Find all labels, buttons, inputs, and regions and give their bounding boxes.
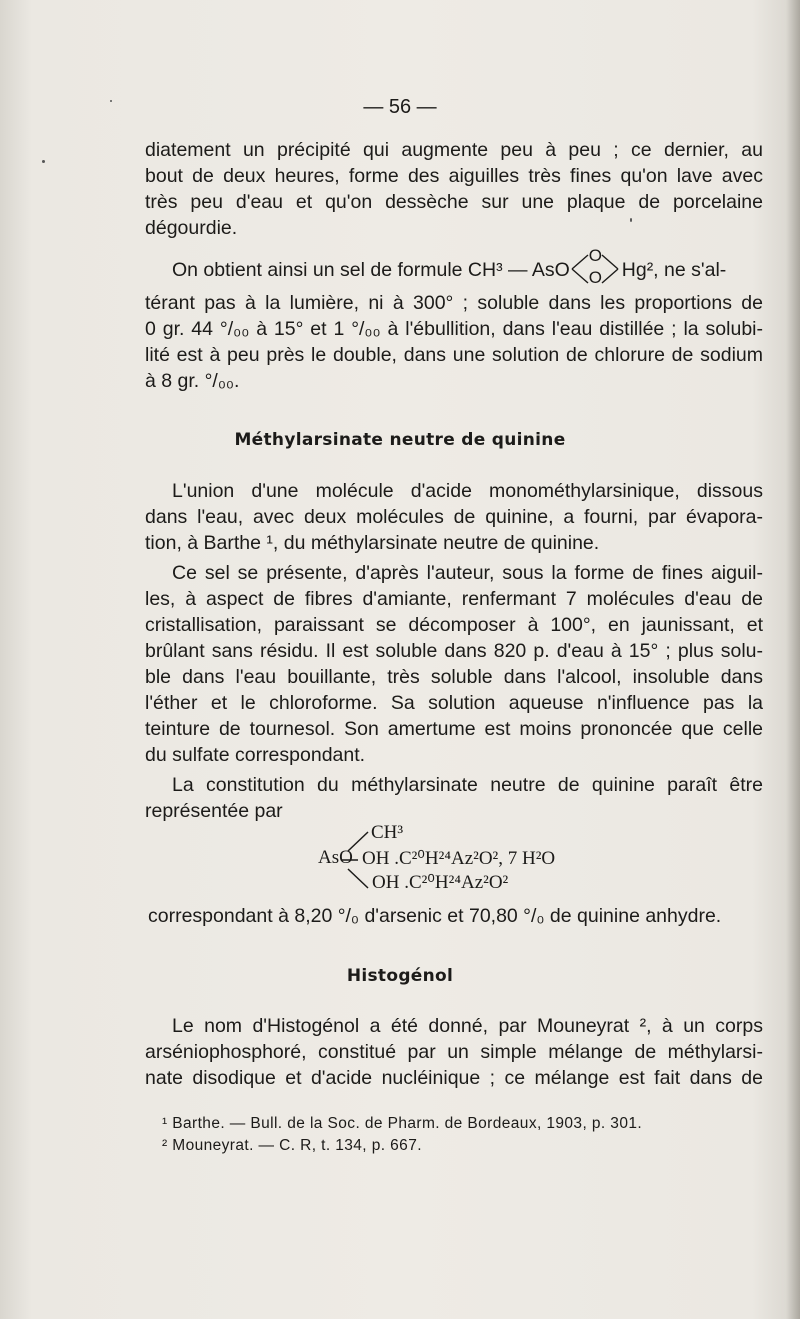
paragraph-line: les, à aspect de fibres d'amiante, renfermant 7 molécules d'eau de [145, 588, 763, 610]
paragraph-line: lité est à peu près le double, dans une solution de chlorure de sodium [145, 344, 763, 366]
paragraph-line: dans l'eau, avec deux molécules de quinine, a fourni, par évapora- [145, 506, 763, 528]
formula-bottom-group: OH .C²⁰H²⁴Az²O² [372, 872, 509, 893]
paragraph-line: représentée par [145, 800, 283, 822]
formula-text-after: Hg², ne s'al- [621, 259, 727, 281]
page-number: — 56 — [363, 96, 437, 118]
paragraph-line: à 8 gr. °/₀₀. [145, 370, 240, 392]
paragraph-line: La constitution du méthylarsinate neutre de quinine paraît être [172, 774, 763, 796]
paragraph-line: du sulfate correspondant. [145, 744, 366, 766]
paragraph-line: nate disodique et d'acide nucléinique ; ce mélange est fait dans de [145, 1067, 763, 1089]
ring-formula [570, 246, 622, 287]
paragraph-line: brûlant sans résidu. Il est soluble dans 820 p. d'eau à 15° ; plus solu- [145, 640, 763, 662]
formula-text-before: On obtient ainsi un sel de formule CH³ — AsO [172, 259, 570, 281]
paragraph-line: Ce sel se présente, d'après l'auteur, sous la forme de fines aiguil- [172, 562, 763, 584]
paragraph-line: 0 gr. 44 °/₀₀ à 15° et 1 °/₀₀ à l'ébullition, dans l'eau distillée ; la solubi- [145, 318, 763, 340]
ring-oxygen-top: O [588, 246, 602, 265]
paragraph-line: térant pas à la lumière, ni à 300° ; soluble dans les proportions de [145, 292, 763, 314]
scan-speck [630, 218, 632, 222]
paragraph-line: tion, à Barthe ¹, du méthylarsinate neutre de quinine. [145, 532, 600, 554]
paragraph-line: correspondant à 8,20 °/₀ d'arsenic et 70,80 °/₀ de quinine anhydre. [148, 905, 722, 927]
formula-center-atom: AsO [318, 847, 353, 868]
paragraph-line: l'éther et le chloroforme. Sa solution aqueuse n'influence pas la [145, 692, 763, 714]
paragraph-line: très peu d'eau et qu'on dessèche sur une plaque de porcelaine [145, 191, 763, 213]
formula-sentence [172, 246, 772, 287]
page-edge-shadow [786, 0, 800, 1319]
ring-oxygen-bottom: O [588, 268, 602, 287]
paragraph-line: arséniophosphoré, constitué par un simple mélange de méthylarsi- [145, 1041, 763, 1063]
scan-speck [42, 160, 45, 163]
paragraph-line: teinture de tournesol. Son amertume est moins prononcée que celle [145, 718, 763, 740]
paragraph-line: diatement un précipité qui augmente peu à peu ; ce dernier, au [145, 139, 763, 161]
footnote: ¹ Barthe. — Bull. de la Soc. de Pharm. de Bordeaux, 1903, p. 301. [162, 1115, 643, 1132]
scan-speck [110, 100, 112, 102]
formula-middle-group: OH .C²⁰H²⁴Az²O², 7 H²O [362, 848, 556, 869]
formula-top-group: CH³ [371, 822, 404, 843]
paragraph-line: bout de deux heures, forme des aiguilles très fines qu'on lave avec [145, 165, 763, 187]
paragraph-line: cristallisation, paraissant se décomposer à 100°, en jaunissant, et [145, 614, 763, 636]
paragraph-line: Le nom d'Histogénol a été donné, par Mouneyrat ², à un corps [172, 1015, 763, 1037]
paragraph-line: ble dans l'eau bouillante, très soluble dans l'alcool, insoluble dans [145, 666, 763, 688]
footnote: ² Mouneyrat. — C. R, t. 134, p. 667. [162, 1137, 422, 1154]
section-heading: Méthylarsinate neutre de quinine [234, 430, 566, 450]
paragraph-line: L'union d'une molécule d'acide monométhylarsinique, dissous [172, 480, 763, 502]
paragraph-line: dégourdie. [145, 217, 238, 239]
section-heading: Histogénol [346, 966, 454, 986]
